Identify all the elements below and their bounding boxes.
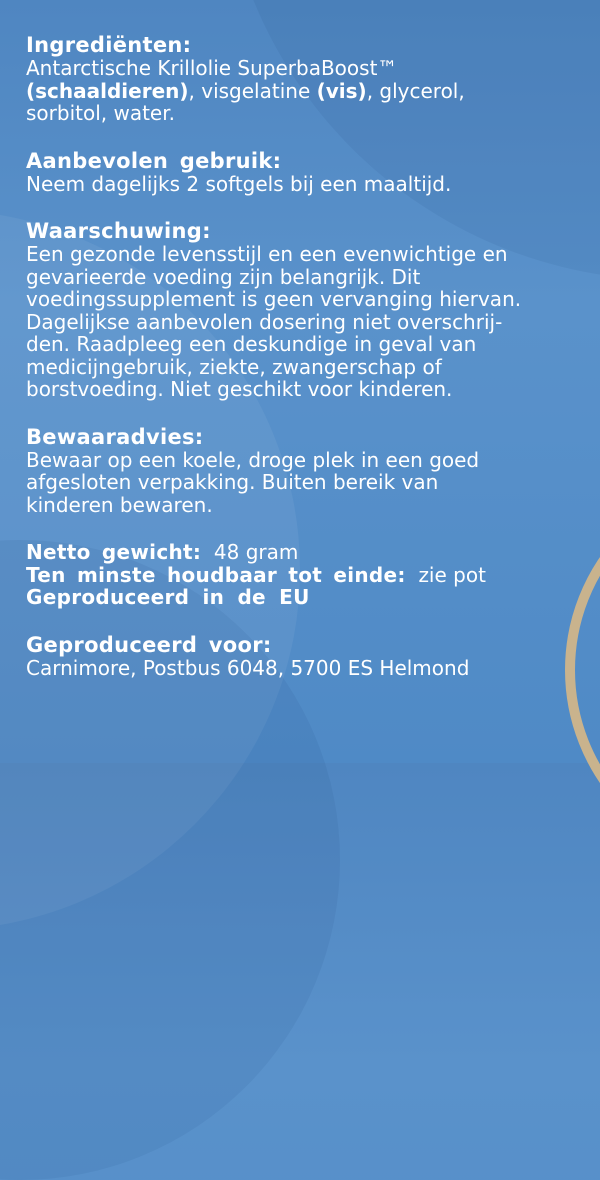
ingredients-section	[26, 34, 586, 125]
net-weight-label: Netto gewicht:	[26, 540, 202, 564]
producer-section	[26, 634, 586, 680]
usage-heading: Aanbevolen gebruik:	[26, 148, 282, 173]
net-weight-value: 48 gram	[213, 540, 299, 564]
warning-section	[26, 220, 586, 401]
best-before-label: Ten minste houdbaar tot einde:	[26, 562, 406, 587]
warning-line: den. Raadpleeg een deskundige in geval van	[26, 332, 477, 356]
warning-line: gevarieerde voeding zijn belangrijk. Dit	[26, 264, 421, 289]
warning-line: voedingssupplement is geen vervanging hiervan.	[26, 287, 522, 311]
storage-line: kinderen bewaren.	[26, 492, 213, 517]
origin-text: Geproduceerd in de EU	[26, 585, 310, 609]
net-weight-row	[26, 541, 586, 564]
warning-line: Een gezonde levensstijl en een evenwichtige en	[26, 242, 508, 266]
producer-line: Carnimore, Postbus 6048, 5700 ES Helmond	[26, 655, 470, 680]
label-text	[26, 34, 586, 704]
producer-heading: Geproduceerd voor:	[26, 632, 272, 657]
warning-line: borstvoeding. Niet geschikt voor kinderen.	[26, 377, 453, 401]
storage-section	[26, 426, 586, 517]
storage-heading: Bewaaradvies:	[26, 424, 204, 449]
allergen-shellfish: (schaaldieren)	[26, 78, 189, 103]
best-before-value: zie pot	[418, 562, 486, 587]
ingredients-fragment: , visgelatine	[188, 78, 317, 103]
warning-heading: Waarschuwing:	[26, 219, 211, 243]
warning-line: Dagelijkse aanbevolen dosering niet overschrij-	[26, 309, 503, 334]
usage-line: Neem dagelijks 2 softgels bij een maaltijd.	[26, 171, 452, 196]
storage-line: afgesloten verpakking. Buiten bereik van	[26, 470, 439, 494]
details-section	[26, 541, 586, 609]
storage-line: Bewaar op een koele, droge plek in een goed	[26, 447, 480, 472]
warning-line: medicijngebruik, ziekte, zwangerschap of	[26, 354, 442, 379]
allergen-fish: (vis)	[316, 78, 367, 103]
origin-row	[26, 586, 586, 609]
ingredients-line: sorbitol, water.	[26, 101, 175, 125]
best-before-row	[26, 564, 586, 587]
ingredients-line	[26, 80, 586, 103]
ingredients-fragment: , glycerol,	[366, 78, 465, 103]
usage-section	[26, 150, 586, 196]
ingredients-heading: Ingrediënten:	[26, 33, 192, 57]
ingredients-line: Antarctische Krillolie SuperbaBoost™	[26, 56, 398, 80]
